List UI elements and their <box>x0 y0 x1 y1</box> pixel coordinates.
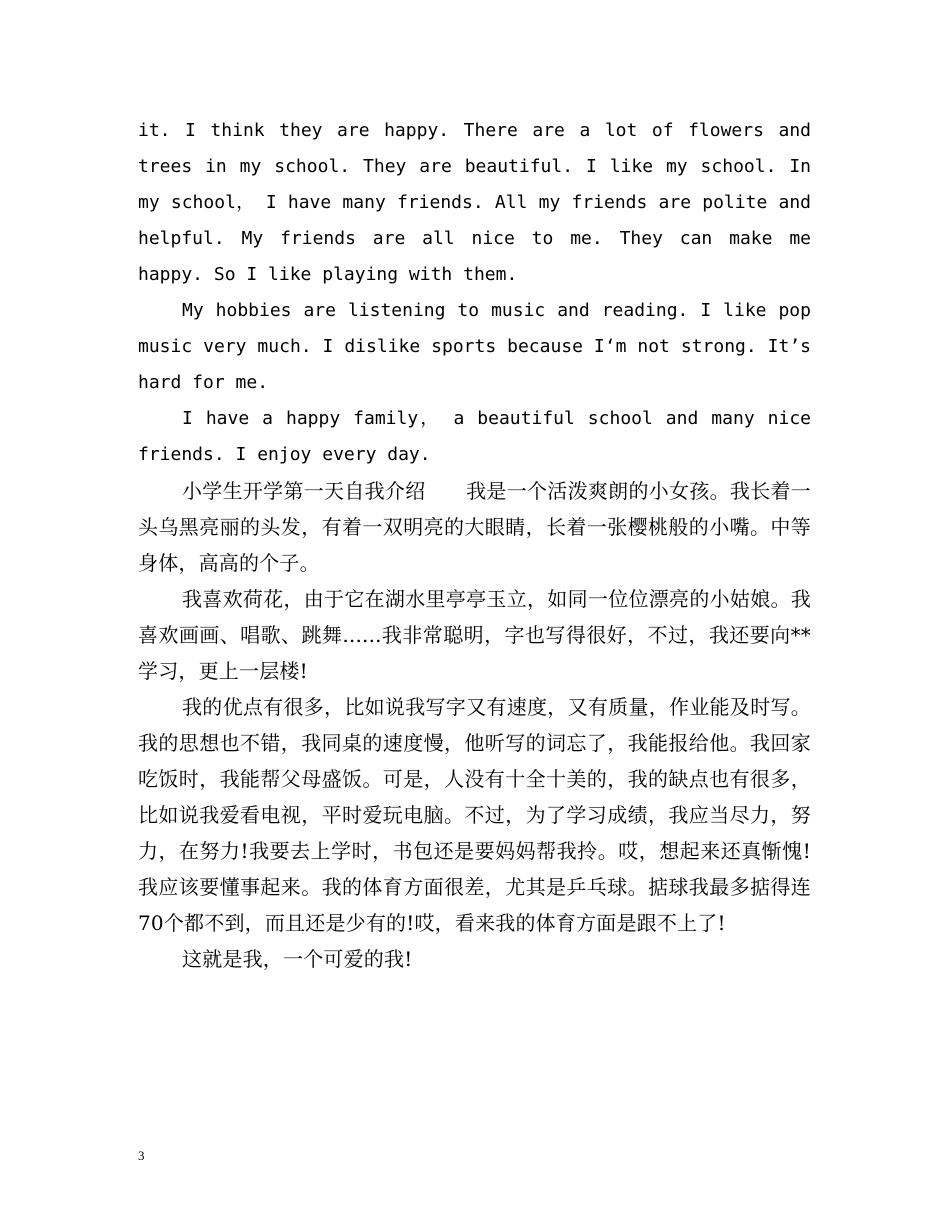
paragraph-happy-family: I have a happy family， a beautiful school and many nice friends. I enjoy every day. <box>138 408 811 465</box>
paragraph-self-introduction: 小学生开学第一天自我介绍 我是一个活泼爽朗的小女孩。我长着一头乌黑亮丽的头发，有着一双明亮的大眼睛，长着一张樱桃般的小嘴。中等身体，高高的个子。 <box>138 479 811 575</box>
paragraph-school-friends: it. I think they are happy. There are a lot of flowers and trees in my school. They are beautiful. I like my school. In my school， I have many friends. All my friends are polite and helpful. My friends are all nice to me. They can make me happy. So I like playing with them. <box>138 120 811 285</box>
document-body <box>138 113 811 977</box>
paragraph-conclusion: 这就是我，一个可爱的我! <box>182 947 413 971</box>
paragraph-lotus: 我喜欢荷花，由于它在湖水里亭亭玉立，如同一位位漂亮的小姑娘。我喜欢画画、唱歌、跳舞......我非常聪明，字也写得很好，不过，我还要向**学习，更上一层楼! <box>138 587 811 683</box>
page-number: 3 <box>138 1148 145 1163</box>
paragraph-hobbies: My hobbies are listening to music and reading. I like pop music very much. I dislike sports because I‘m not strong. It’s hard for me. <box>138 300 811 393</box>
paragraph-strengths-weaknesses: 我的优点有很多，比如说我写字又有速度，又有质量，作业能及时写。我的思想也不错，我同桌的速度慢，他听写的词忘了，我能报给他。我回家吃饭时，我能帮父母盛饭。可是，人没有十全十美的，我的缺点也有很多，比如说我爱看电视，平时爱玩电脑。不过，为了学习成绩，我应当尽力，努力，在努力!我要去上学时，书包还是要妈妈帮我拎。哎，想起来还真惭愧!我应该要懂事起来。我的体育方面很差，尤其是乒乓球。掂球我最多掂得连70个都不到，而且还是少有的!哎，看来我的体育方面是跟不上了! <box>138 695 811 935</box>
